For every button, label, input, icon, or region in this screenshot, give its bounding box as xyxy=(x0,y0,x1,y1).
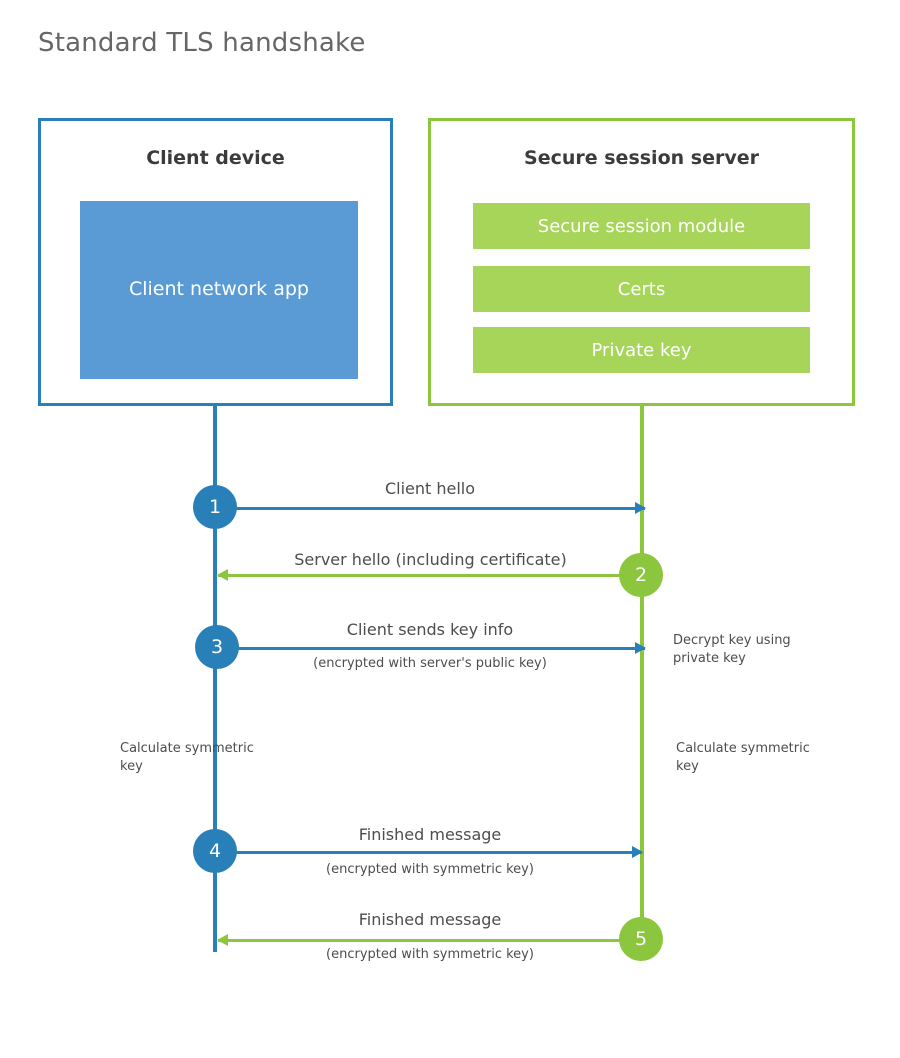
arrow-step-4 xyxy=(215,851,642,854)
arrow-step-2 xyxy=(218,574,640,577)
arrow-step-3 xyxy=(215,647,645,650)
arrow-head xyxy=(632,846,643,858)
message-sublabel-3: (encrypted with server's public key) xyxy=(313,656,547,671)
step-marker-4: 4 xyxy=(193,829,237,873)
arrow-shaft xyxy=(215,851,642,854)
arrow-head xyxy=(635,502,646,514)
note-client-calculate-symmetric-key: Calculate symmetric key xyxy=(120,741,254,774)
client-device-box xyxy=(38,118,393,406)
arrow-shaft xyxy=(215,647,645,650)
secure-session-server-box xyxy=(428,118,855,406)
message-label-2: Server hello (including certificate) xyxy=(294,550,567,569)
server-lifeline xyxy=(640,406,644,942)
arrow-step-1 xyxy=(215,507,645,510)
message-label-5: Finished message xyxy=(358,910,502,929)
message-label-1: Client hello xyxy=(384,479,476,498)
secure-session-server-title: Secure session server xyxy=(524,147,759,169)
page-title: Standard TLS handshake xyxy=(38,28,366,58)
note-decrypt-key: Decrypt key using private key xyxy=(673,633,791,666)
step-marker-3: 3 xyxy=(195,625,239,669)
step-marker-5: 5 xyxy=(619,917,663,961)
message-label-3: Client sends key info xyxy=(346,620,514,639)
step-marker-2: 2 xyxy=(619,553,663,597)
note-server-calculate-symmetric-key: Calculate symmetric key xyxy=(676,741,810,774)
server-component-secure-session-module: Secure session module xyxy=(473,203,810,249)
server-component-certs: Certs xyxy=(473,266,810,312)
arrow-head xyxy=(635,642,646,654)
message-label-4: Finished message xyxy=(358,825,502,844)
message-sublabel-4: (encrypted with symmetric key) xyxy=(326,862,534,877)
message-sublabel-5: (encrypted with symmetric key) xyxy=(326,947,534,962)
server-component-private-key: Private key xyxy=(473,327,810,373)
arrow-shaft xyxy=(218,574,640,577)
step-marker-1: 1 xyxy=(193,485,237,529)
arrow-shaft xyxy=(215,507,645,510)
arrow-head xyxy=(217,569,228,581)
client-network-app-block: Client network app xyxy=(80,201,358,379)
client-device-title: Client device xyxy=(146,147,285,169)
arrow-head xyxy=(217,934,228,946)
arrow-step-5 xyxy=(218,939,640,942)
arrow-shaft xyxy=(218,939,640,942)
